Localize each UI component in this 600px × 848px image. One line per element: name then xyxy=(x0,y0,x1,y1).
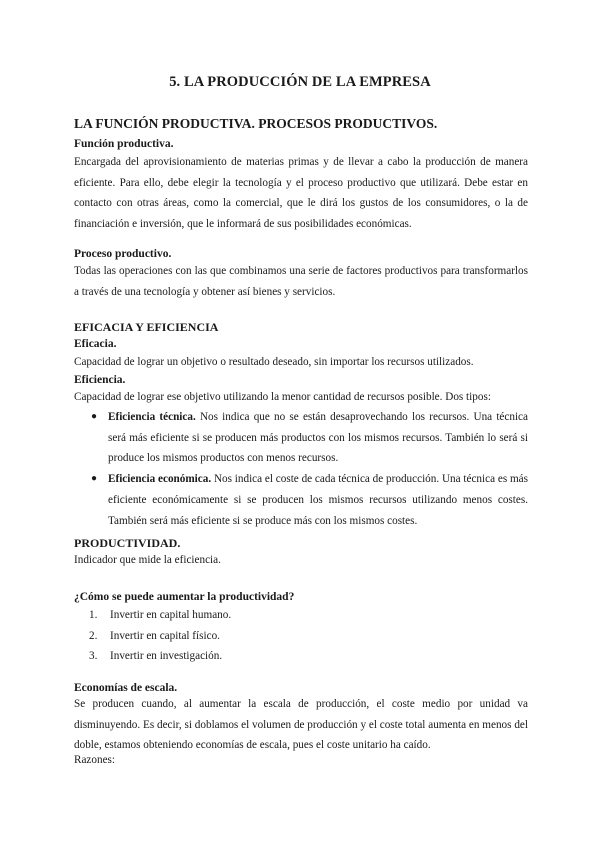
list-item xyxy=(74,626,528,647)
subheading-proceso: Proceso productivo. xyxy=(74,248,172,260)
list-item xyxy=(74,646,528,667)
list-number: 2. xyxy=(89,629,98,642)
bullet-icon: ● xyxy=(91,473,98,485)
page-title: 5. LA PRODUCCIÓN DE LA EMPRESA xyxy=(169,74,431,90)
eficiencia-types-list xyxy=(74,407,528,531)
paragraph-proceso: Todas las operaciones con las que combinamos una serie de factores productivos para transformarlos a través de una tecnología y obtener así bienes y servicios. xyxy=(74,265,528,298)
productividad-list xyxy=(74,605,528,667)
section-heading-funcion-productiva: LA FUNCIÓN PRODUCTIVA. PROCESOS PRODUCTIVOS. xyxy=(74,116,438,131)
bullet-label: Eficiencia técnica. xyxy=(108,411,196,423)
bullet-icon: ● xyxy=(91,411,98,422)
list-number: 1. xyxy=(89,609,98,621)
section-heading-productividad: PRODUCTIVIDAD. xyxy=(74,536,181,550)
subheading-funcion: Función productiva. xyxy=(74,138,174,150)
list-item-text: Invertir en capital físico. xyxy=(110,629,220,642)
subheading-economias-escala: Economías de escala. xyxy=(74,682,178,694)
paragraph-razones: Razones: xyxy=(74,754,116,766)
list-number: 3. xyxy=(89,650,98,663)
list-item xyxy=(74,605,528,626)
list-item xyxy=(74,469,528,531)
section-heading-eficacia-eficiencia: EFICACIA Y EFICIENCIA xyxy=(74,320,219,334)
list-item xyxy=(74,407,528,469)
subheading-eficacia: Eficacia. xyxy=(74,338,117,350)
bullet-text: Nos indica que no se están desaprovechando los recursos. Una técnica será más eficiente si se producen más productos con los mismos recursos. También lo será si produce los mismos productos con menos recursos. xyxy=(108,411,528,465)
subheading-question: ¿Cómo se puede aumentar la productividad? xyxy=(74,591,295,603)
subheading-eficiencia: Eficiencia. xyxy=(74,374,126,386)
paragraph-eficacia: Capacidad de lograr un objetivo o resultado deseado, sin importar los recursos utilizados. xyxy=(74,356,474,368)
list-item-text: Invertir en capital humano. xyxy=(110,609,232,621)
bullet-label: Eficiencia económica. xyxy=(108,473,212,486)
paragraph-productividad: Indicador que mide la eficiencia. xyxy=(74,554,221,566)
paragraph-economias-escala: Se producen cuando, al aumentar la escala de producción, el coste medio por unidad va disminuyendo. Es decir, si doblamos el volumen de producción y el coste total aumenta en menos del doble, estamos obteniendo economías de escala, pues el coste unitario ha caído. xyxy=(74,698,528,752)
list-item-text: Invertir en investigación. xyxy=(110,650,223,663)
paragraph-eficiencia: Capacidad de lograr ese objetivo utilizando la menor cantidad de recursos posible. Dos tipos: xyxy=(74,391,491,403)
paragraph-funcion: Encargada del aprovisionamiento de materias primas y de llevar a cabo la producción de manera eficiente. Para ello, debe elegir la tecnología y el proceso productivo que utilizará. Debe estar en contacto con otras áreas, como la comercial, que le dirá los gustos de los consumidores, o la de financiación e inversión, que le informará de sus posibilidades económicas. xyxy=(74,156,528,231)
bullet-text: Nos indica el coste de cada técnica de producción. Una técnica es más eficiente económicamente si se producen los mismos recursos utilizando menos costes. También será más eficiente si se produce más con los mismos costes. xyxy=(108,473,528,527)
